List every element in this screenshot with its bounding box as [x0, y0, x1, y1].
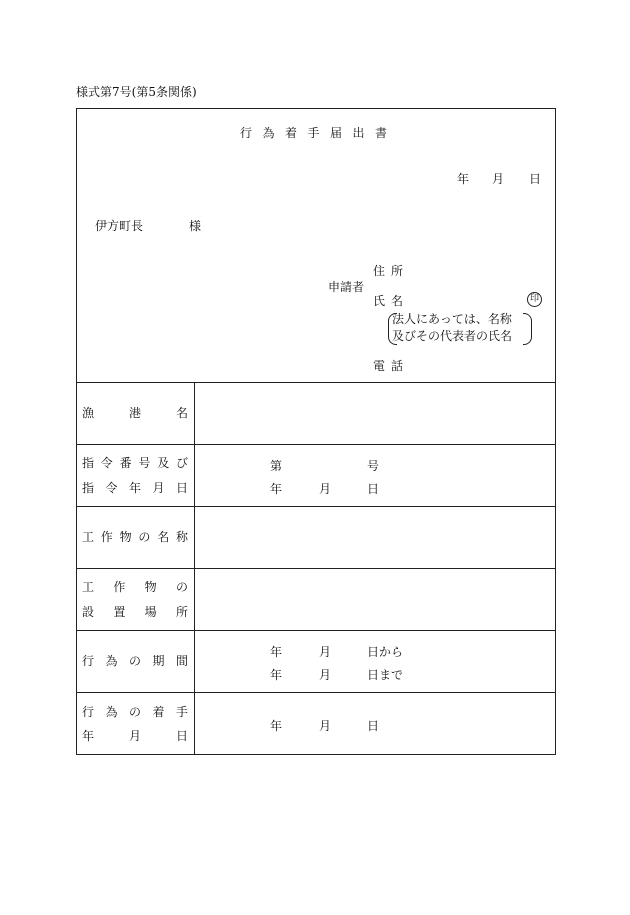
- addressee-honorific: 様: [189, 219, 202, 233]
- structure-name-label-text: 工作物の名称: [82, 530, 188, 544]
- table-column-divider: [194, 382, 195, 755]
- directive-label: [82, 457, 188, 469]
- directive-no-suffix: 号: [367, 459, 380, 473]
- structure-location-label-2: [82, 606, 188, 618]
- table-rule: [76, 444, 556, 445]
- period-to-day: 日まで: [367, 668, 404, 682]
- period-label-text: 行為の期間: [82, 654, 188, 668]
- directive-no-prefix: 第: [270, 459, 283, 473]
- corporation-note-line1: 法人にあっては、名称: [392, 312, 512, 326]
- table-rule: [76, 506, 556, 507]
- start-year: 年: [270, 719, 283, 733]
- addressee: 伊方町長: [95, 219, 144, 233]
- start-date-label-2: [82, 730, 188, 742]
- table-rule: [76, 568, 556, 569]
- corporation-note-line2: 及びその代表者の氏名: [392, 329, 513, 343]
- corporation-note: [392, 311, 512, 345]
- port-name-label: [82, 407, 188, 419]
- telephone-label: 電話: [373, 359, 410, 373]
- table-rule: [76, 382, 556, 383]
- directive-day: 日: [367, 482, 380, 496]
- form-number-label: 様式第7号(第5条関係): [76, 85, 197, 99]
- applicant-label: 申請者: [328, 280, 365, 294]
- start-date-label: [82, 706, 188, 718]
- structure-location-label: [82, 581, 188, 593]
- directive-month: 月: [319, 482, 332, 496]
- period-to-year: 年: [270, 668, 283, 682]
- start-day: 日: [367, 719, 380, 733]
- period-from-day: 日から: [367, 645, 404, 659]
- directive-label-line1: 指令番号及び: [82, 456, 188, 470]
- start-date-label-line1: 行為の着手: [82, 705, 188, 719]
- form-title: 行為着手届出書: [240, 126, 398, 140]
- table-rule: [76, 630, 556, 631]
- directive-label-2: [82, 482, 188, 494]
- table-rule: [76, 692, 556, 693]
- directive-label-line2: 指令年月日: [82, 481, 188, 495]
- structure-location-label-line2: 設置場所: [82, 605, 188, 619]
- start-month: 月: [319, 719, 332, 733]
- date-month-label: 月: [492, 172, 505, 186]
- period-to-month: 月: [319, 668, 332, 682]
- name-label: 氏名: [373, 294, 410, 308]
- date-year-label: 年: [457, 172, 470, 186]
- directive-year: 年: [270, 482, 283, 496]
- right-parenthesis: [523, 313, 532, 345]
- date-day-label: 日: [529, 172, 542, 186]
- port-name-label-text: 漁港名: [82, 406, 188, 420]
- period-from-month: 月: [319, 645, 332, 659]
- address-label: 住所: [373, 264, 410, 278]
- period-label: [82, 655, 188, 667]
- structure-name-label: [82, 531, 188, 543]
- period-from-year: 年: [270, 645, 283, 659]
- seal-icon: 印: [527, 292, 542, 307]
- structure-location-label-line1: 工作物の: [82, 580, 188, 594]
- start-date-label-line2: 年月日: [82, 729, 188, 743]
